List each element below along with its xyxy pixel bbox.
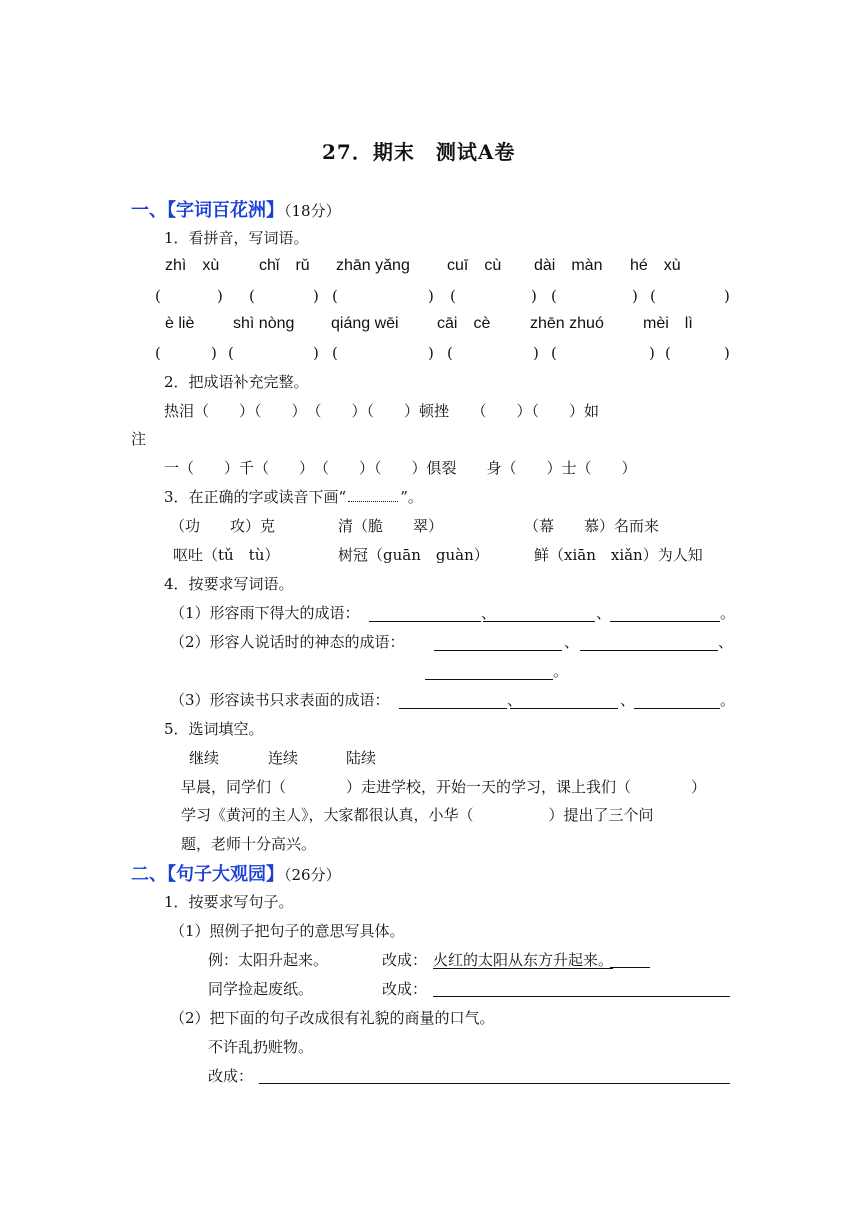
separator: 、 (564, 633, 580, 651)
change-label: 改成： (382, 951, 428, 969)
answer-paren-open: ( (249, 287, 255, 305)
answer-line[interactable] (434, 650, 562, 651)
wavy-underline-mark (348, 495, 398, 502)
pinyin-12: mèi lì (643, 315, 693, 332)
pinyin-8: shì nòng (233, 315, 295, 332)
s2-q1-prompt: 1．按要求写句子。 (164, 893, 294, 911)
answer-line[interactable] (259, 1083, 730, 1084)
idiom-line-1: 热泪（ ）（ ） （ ）（ ）顿挫 （ ）（ ）如 (164, 402, 600, 420)
separator: 、 (596, 604, 612, 622)
pinyin-10: cāi cè (437, 315, 491, 332)
q3-prompt-end: ”。 (400, 488, 423, 506)
pinyin-2: chǐ rǔ (259, 257, 310, 274)
q4-sub-1: （1）形容雨下得大的成语： (170, 604, 360, 622)
separator: 、 (718, 633, 734, 651)
section-2-score: （26分） (284, 866, 341, 884)
answer-line[interactable] (580, 650, 718, 651)
choice-item: 呕吐（tǔ tù） (173, 546, 280, 564)
section-1-score: （18分） (284, 202, 341, 220)
answer-paren-close: ) (724, 287, 730, 305)
q3-prompt (164, 487, 423, 507)
end-mark: 。 (553, 662, 569, 680)
q2-prompt: 2．把成语补充完整。 (164, 373, 309, 391)
idiom-line-2: 一（ ）千（ ） （ ）（ ）俱裂 身（ ）士（ ） (164, 459, 637, 477)
task-sentence: 同学捡起废纸。 (208, 980, 314, 998)
q3-prompt-text: 3．在正确的字或读音下画“ (164, 488, 347, 506)
choice-item: 树冠（guān guàn） (338, 546, 489, 564)
answer-paren-open: ( (332, 344, 338, 362)
answer-paren-open: ( (228, 344, 234, 362)
pinyin-6: hé xù (630, 257, 681, 274)
q5-prompt: 5．选词填空。 (164, 720, 264, 738)
separator: 、 (481, 604, 497, 622)
s2-q1-sub-2: （2）把下面的句子改成很有礼貌的商量的口气。 (170, 1009, 495, 1027)
q4-sub-2: （2）形容人说话时的神态的成语： (170, 633, 405, 651)
answer-paren-open: ( (665, 344, 671, 362)
answer-paren-open: ( (447, 344, 453, 362)
answer-line[interactable] (483, 621, 595, 622)
change-label: 改成： (382, 980, 428, 998)
answer-line[interactable] (425, 679, 553, 680)
example-underline-tail (610, 967, 650, 968)
answer-line[interactable] (510, 708, 618, 709)
answer-paren-close: ) (724, 344, 730, 362)
answer-line[interactable] (369, 621, 481, 622)
word-option: 连续 (268, 749, 299, 767)
q1-prompt: 1．看拼音，写词语。 (164, 229, 309, 247)
answer-paren-close: ) (428, 344, 434, 362)
answer-line[interactable] (433, 996, 730, 997)
s2-q1-sub-1: （1）照例子把句子的意思写具体。 (170, 922, 405, 940)
end-mark: 。 (720, 691, 736, 709)
answer-paren-close: ) (211, 344, 217, 362)
answer-line[interactable] (634, 708, 720, 709)
separator: 、 (507, 691, 523, 709)
section-1-title: 一、【字词百花洲】 (131, 200, 284, 221)
answer-paren-close: ) (313, 344, 319, 362)
answer-line[interactable] (399, 708, 507, 709)
word-option: 继续 (189, 749, 220, 767)
choice-item: （功 攻）克 (170, 517, 276, 535)
answer-paren-close: ) (428, 287, 434, 305)
answer-paren-close: ) (649, 344, 655, 362)
q4-prompt: 4．按要求写词语。 (164, 575, 294, 593)
section-2-heading (131, 860, 341, 886)
pinyin-4: cuī cù (447, 257, 502, 274)
answer-paren-close: ) (217, 287, 223, 305)
answer-paren-open: ( (551, 344, 557, 362)
pinyin-7: è liè (165, 315, 195, 332)
choice-item: 清（脆 翠） (338, 517, 444, 535)
answer-paren-close: ) (632, 287, 638, 305)
answer-paren-close: ) (313, 287, 319, 305)
pinyin-3: zhān yǎng (336, 257, 410, 274)
end-mark: 。 (720, 604, 736, 622)
change-label: 改成： (208, 1067, 254, 1085)
pinyin-11: zhēn zhuó (530, 315, 604, 332)
answer-paren-close: ) (533, 344, 539, 362)
q5-paragraph-line: 题，老师十分高兴。 (181, 835, 317, 853)
choice-item: （幕 慕）名而来 (524, 517, 660, 535)
answer-paren-open: ( (332, 287, 338, 305)
q5-paragraph-line: 早晨，同学们（ ）走进学校，开始一天的学习，课上我们（ ） (181, 778, 707, 796)
pinyin-5: dài màn (534, 257, 603, 274)
q4-sub-3: （3）形容读书只求表面的成语： (170, 691, 390, 709)
task-sentence-2: 不许乱扔赃物。 (208, 1038, 314, 1056)
q5-paragraph-line: 学习《黄河的主人》，大家都很认真，小华（ ）提出了三个问 (181, 806, 654, 824)
answer-paren-close: ) (531, 287, 537, 305)
word-option: 陆续 (346, 749, 377, 767)
answer-paren-open: ( (650, 287, 656, 305)
answer-paren-open: ( (155, 344, 161, 362)
separator: 、 (620, 691, 636, 709)
example-answer: 火红的太阳从东方升起来。 (433, 951, 614, 969)
idiom-line-1-wrap: 注 (131, 430, 147, 448)
section-2-title: 二、【句子大观园】 (131, 864, 284, 885)
example-label: 例：太阳升起来。 (208, 951, 329, 969)
answer-line[interactable] (610, 621, 720, 622)
section-1-heading (131, 196, 341, 222)
page-title: 27．期末 测试A卷 (322, 140, 516, 164)
pinyin-9: qiáng wēi (331, 315, 399, 332)
choice-item: 鲜（xiān xiǎn）为人知 (534, 546, 703, 564)
answer-paren-open: ( (450, 287, 456, 305)
answer-paren-open: ( (155, 287, 161, 305)
answer-paren-open: ( (551, 287, 557, 305)
pinyin-1: zhì xù (165, 257, 220, 274)
